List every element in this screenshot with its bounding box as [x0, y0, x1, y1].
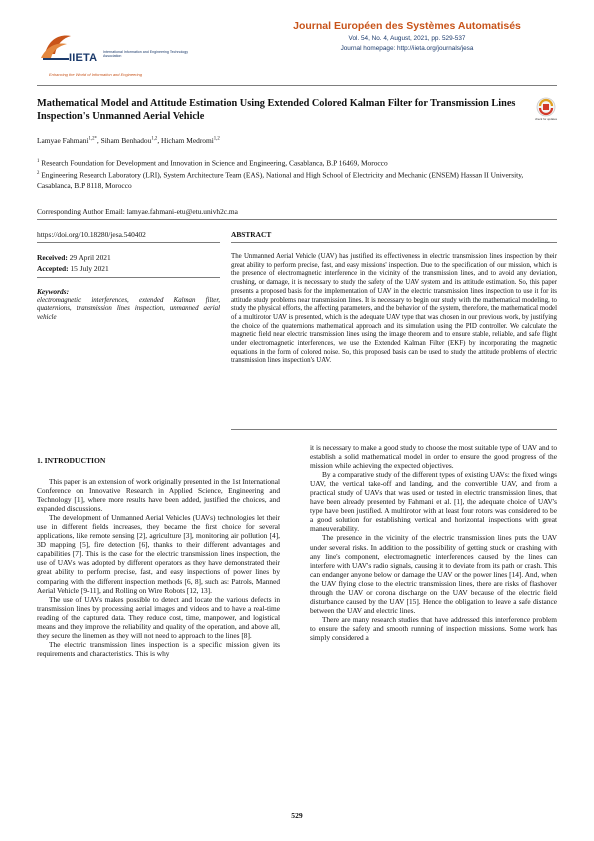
body-paragraph: The development of Unmanned Aerial Vehicles (UAVs) technologies let their use in different fields increases, they became the first choice for several applications, like remote sensing [2], agriculture [3], monitoring air pollution [4], 3D mapping [5], fire detection [6], thanks to their different advantages and capabilities [7]. This is the case for the electric transmission lines inspection, the use of UAVs was adopted by different operators as they have demonstrated their great ability to perform precise, fast, and easy inspections of power lines by comparing with the different inspection methods [6, 8], such as: Patrols, Manned Aerial Vehicle [9-11], and Rolling on Wire Robots [12, 13].: [37, 513, 280, 595]
affiliations: [37, 157, 552, 191]
author-name: Siham Benhadou: [100, 136, 152, 145]
accepted-date: 15 July 2021: [70, 263, 109, 273]
keywords-text: electromagnetic interferences, extended Kalman filter, quaternions, transmission lines inspection, unmanned aerial vehicle: [37, 297, 220, 321]
article-title: Mathematical Model and Attitude Estimation Using Extended Colored Kalman Filter for Transmission Lines Inspection's Unmanned Aerial Vehicle: [37, 98, 516, 122]
corresponding-author: Corresponding Author Email: lamyae.fahmani-etu@etu.univh2c.ma: [37, 207, 238, 216]
body-paragraph: The use of UAVs makes possible to detect and locate the various defects in transmission lines by processing aerial images and videos and to have a real-time reading of the captured data. They reduce cost, time, manpower, and logistical means and they improve the reliability and quality of the operation, and above all, they secure the linemen as they will not need to approach to the lines [8].: [37, 594, 280, 640]
body-paragraph: The electric transmission lines inspection is a specific mission given its requirements and characteristics. This is why: [37, 639, 280, 658]
dates-divider: [37, 277, 220, 278]
accepted-label: Accepted:: [37, 263, 69, 273]
badge-label: check for updates: [534, 117, 558, 121]
abstract-heading: ABSTRACT: [231, 230, 272, 239]
publisher-full-name: International Information and Engineering Technology Association: [103, 50, 189, 59]
body-column-left: [37, 477, 280, 658]
abstract-bottom-divider: [231, 429, 557, 430]
author-list: Lamyae Fahmani$^{1,2*}$, Siham Benhadou$^{1,2}$, Hicham Medromi$^{1,2}$: [37, 136, 220, 145]
check-for-updates-icon: [534, 97, 558, 125]
affiliation-2: [37, 169, 552, 191]
author-name: Hicham Medromi: [161, 136, 214, 145]
abstract-divider: [231, 242, 557, 243]
affiliation-text: Research Foundation for Development and Innovation in Science and Engineering, Casablanca, B.P 16469, Morocco: [41, 158, 388, 168]
publisher-tagline: Enhancing the World of Information and Engineering: [49, 72, 142, 77]
received-label: Received:: [37, 253, 68, 262]
affiliation-sup: 2: [37, 170, 40, 176]
header-divider: [37, 85, 557, 86]
affiliation-sup: 1: [37, 159, 40, 164]
doi-link[interactable]: https://doi.org/10.18280/jesa.540402: [37, 230, 146, 239]
body-paragraph: There are many research studies that have addressed this interference problem to ensure the safety and smooth running of inspection missions. Some work has simply considered a: [310, 614, 557, 642]
journal-info: [257, 20, 557, 52]
received-date: 29 April 2021: [69, 253, 111, 262]
body-paragraph: it is necessary to make a good study to choose the most suitable type of UAV and to establish a solid mathematical model in order to ensure the good progress of the mission while achieving the expected objectives.: [310, 443, 557, 471]
abstract-text: The Unmanned Aerial Vehicle (UAV) has justified its effectiveness in electric transmission lines inspection by their great ability to perform precise, fast, and easy missions' inspection. Due to the specification of our mission, which is the presence of electromagnetic interference in the vicinity of the transmission lines, and to avoid any deviation, crushing, or damage, it is necessary to study the safety of the UAV system and its attitude estimation. So, this paper presents a proposed basis for the implementation of UAV in the electric transmission lines inspection to use it for its attitude study problems near transmission lines. It is necessary to begin our study with the mathematical modeling, to study the physical efforts, the affecting parameters, and the behavior of the system, therefore, the mathematical model of a multirotor UAV is presented, which is the adequate UAV type that was chosen in our previous work, by justifying the choice of the quaternions mathematical approach and its simulation using the PID controller. We calculate the magnetic field near electric transmission lines using the image theorem and to ensure stable, reliable, and safe flight under electromagnetic interferences, we use the Extended Kalman Filter (EKF) by incorporating the magnetic equations in the form of colored noise. So, this proposed basis can be used to study the attitude problems of electric transmission lines inspection's UAV.: [231, 253, 557, 365]
check-for-updates-badge[interactable]: [534, 97, 558, 125]
title-divider: [37, 219, 557, 220]
iieta-logo: [37, 28, 187, 88]
body-paragraph: By a comparative study of the different types of existing UAVs: the fixed wings UAV, the vertical take-off and landing, and the convertible UAV, and from a practical study of UAVs that was used or tested in electric transmission lines, that have been already presented by Fahmani et al. [1], the adequate choice of UAV's type have been justified. A multirotor with at least four rotors was considered to be a good solution for establishing vertical and horizontal inspections with great maneuverability.: [310, 470, 557, 534]
page-number: 529: [291, 811, 303, 820]
author-affil-sup: 1,2: [151, 136, 158, 142]
journal-homepage[interactable]: Journal homepage: http://iieta.org/journals/jesa: [340, 45, 474, 52]
author-name: Lamyae Fahmani: [37, 136, 89, 145]
logo-text: [69, 48, 189, 66]
body-paragraph: This paper is an extension of work originally presented in the 1st International Conference on Innovative Research in Applied Science, Engineering and Technology [1], where more results have been added, justified the choices, and expanded discussions.: [37, 477, 280, 514]
author-affil-sup: 1,2: [213, 136, 220, 142]
body-paragraph: The presence in the vicinity of the electric transmission lines puts the UAV under several risks. In addition to the possibility of getting stuck or crashing with any line's component, electromagnetic interferences caused by the lines can interfere with UAV's radio signals, causing it to deviate from its path or crash. This can endanger anyone below or damage the UAV or the power lines [14]. And, when the UAV flying close to the electric transmission lines, there are risks of flashover through the UAV or corona discharge on the UAV because of the electric field disturbance caused by the UAV [15]. Hence the obligation to leave a safe distance between the UAV and electric lines.: [310, 533, 557, 615]
affiliation-1: [37, 157, 552, 169]
journal-header: [37, 20, 557, 84]
journal-volume: Vol. 54, No. 4, August, 2021, pp. 529-537: [348, 35, 466, 42]
journal-title: Journal Européen des Systèmes Automatisés: [293, 20, 521, 32]
affiliation-text: Engineering Research Laboratory (LRI), System Architecture Team (EAS), National and High School of Electricity and Mechanic (ENSEM) Hassan II University, Casablanca, B.P 8118, Morocco: [37, 170, 524, 190]
doi-divider: [37, 242, 220, 243]
author-affil-sup: 1,2*: [88, 136, 97, 142]
keywords-heading: Keywords:: [37, 287, 70, 296]
section-heading: 1. INTRODUCTION: [37, 456, 106, 465]
body-column-right: [310, 443, 557, 642]
article-dates: [37, 253, 111, 274]
publisher-name: IIETA: [69, 52, 98, 64]
